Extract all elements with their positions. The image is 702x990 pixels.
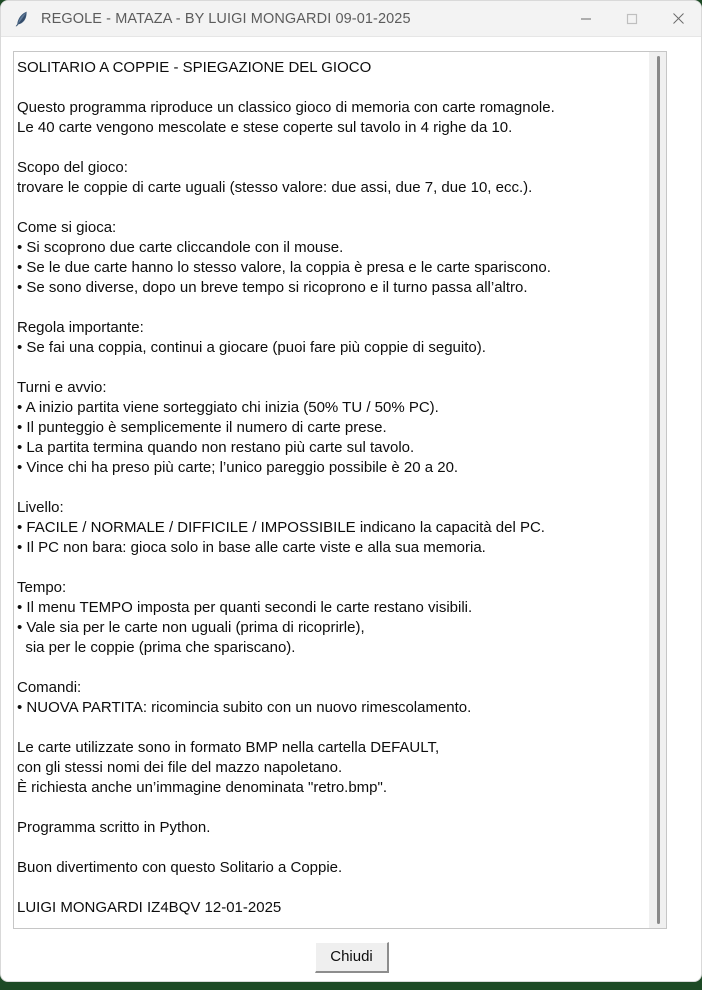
text-line: • Vale sia per le carte non uguali (prima di ricoprirle), [17, 619, 365, 636]
scrollbar-thumb[interactable] [657, 56, 660, 924]
close-button-titlebar[interactable] [655, 1, 701, 36]
text-line: • Si scoprono due carte cliccandole con il mouse. [17, 239, 344, 256]
text-line: • Se fai una coppia, continui a giocare (puoi fare più coppie di seguito). [17, 339, 486, 356]
window-title: REGOLE - MATAZA - BY LUIGI MONGARDI 09-01-2025 [41, 10, 411, 27]
text-line: Tempo: [17, 579, 67, 596]
text-line: Le carte utilizzate sono in formato BMP nella cartella DEFAULT, [17, 739, 440, 756]
text-line [17, 78, 645, 98]
text-line [17, 298, 645, 318]
window-titlebar[interactable] [1, 1, 701, 37]
text-line [17, 358, 645, 378]
text-line: Come si gioca: [17, 219, 117, 236]
vertical-scrollbar[interactable] [649, 52, 666, 928]
text-line: • Il PC non bara: gioca solo in base alle carte viste e alla sua memoria. [17, 539, 486, 556]
text-line: sia per le coppie (prima che spariscano). [17, 639, 296, 656]
text-line [17, 878, 645, 898]
maximize-button[interactable] [609, 1, 655, 36]
minimize-icon [580, 13, 592, 25]
text-line: Questo programma riproduce un classico gioco di memoria con carte romagnole. [17, 99, 555, 116]
text-line: • Se sono diverse, dopo un breve tempo si ricoprono e il turno passa all’altro. [17, 279, 528, 296]
text-line: Comandi: [17, 679, 82, 696]
text-line [17, 138, 645, 158]
text-line [17, 478, 645, 498]
text-line: • NUOVA PARTITA: ricomincia subito con un nuovo rimescolamento. [17, 699, 472, 716]
text-line: • Il menu TEMPO imposta per quanti secondi le carte restano visibili. [17, 599, 473, 616]
text-line: Scopo del gioco: [17, 159, 128, 176]
text-line [17, 838, 645, 858]
text-line: Regola importante: [17, 319, 144, 336]
text-line [17, 558, 645, 578]
rules-text-content [14, 52, 649, 928]
feather-icon [13, 10, 31, 28]
text-line: Turni e avvio: [17, 379, 107, 396]
text-line: SOLITARIO A COPPIE - SPIEGAZIONE DEL GIOCO [17, 59, 372, 76]
minimize-button[interactable] [563, 1, 609, 36]
text-line: • Vince chi ha preso più carte; l’unico pareggio possibile è 20 a 20. [17, 459, 459, 476]
maximize-icon [626, 13, 638, 25]
text-line: • A inizio partita viene sorteggiato chi inizia (50% TU / 50% PC). [17, 399, 439, 416]
close-icon [672, 12, 685, 25]
rules-text-area[interactable] [13, 51, 667, 929]
text-line: Le 40 carte vengono mescolate e stese coperte sul tavolo in 4 righe da 10. [17, 119, 513, 136]
text-line [17, 718, 645, 738]
text-line: Buon divertimento con questo Solitario a Coppie. [17, 859, 343, 876]
text-line: • La partita termina quando non restano più carte sul tavolo. [17, 439, 415, 456]
text-line: con gli stessi nomi dei file del mazzo napoletano. [17, 759, 343, 776]
text-line: È richiesta anche un’immagine denominata "retro.bmp". [17, 779, 388, 796]
text-line: LUIGI MONGARDI IZ4BQV 12-01-2025 [17, 899, 282, 916]
text-line [17, 198, 645, 218]
text-line: • Il punteggio è semplicemente il numero di carte prese. [17, 419, 387, 436]
text-line [17, 658, 645, 678]
button-bar [1, 931, 702, 982]
text-line: • Se le due carte hanno lo stesso valore, la coppia è presa e le carte spariscono. [17, 259, 551, 276]
text-line: • FACILE / NORMALE / DIFFICILE / IMPOSSIBILE indicano la capacità del PC. [17, 519, 545, 536]
text-line: Programma scritto in Python. [17, 819, 211, 836]
text-line [17, 798, 645, 818]
text-line: trovare le coppie di carte uguali (stesso valore: due assi, due 7, due 10, ecc.). [17, 179, 533, 196]
chiudi-button[interactable]: Chiudi [315, 942, 389, 973]
text-line: Livello: [17, 499, 64, 516]
